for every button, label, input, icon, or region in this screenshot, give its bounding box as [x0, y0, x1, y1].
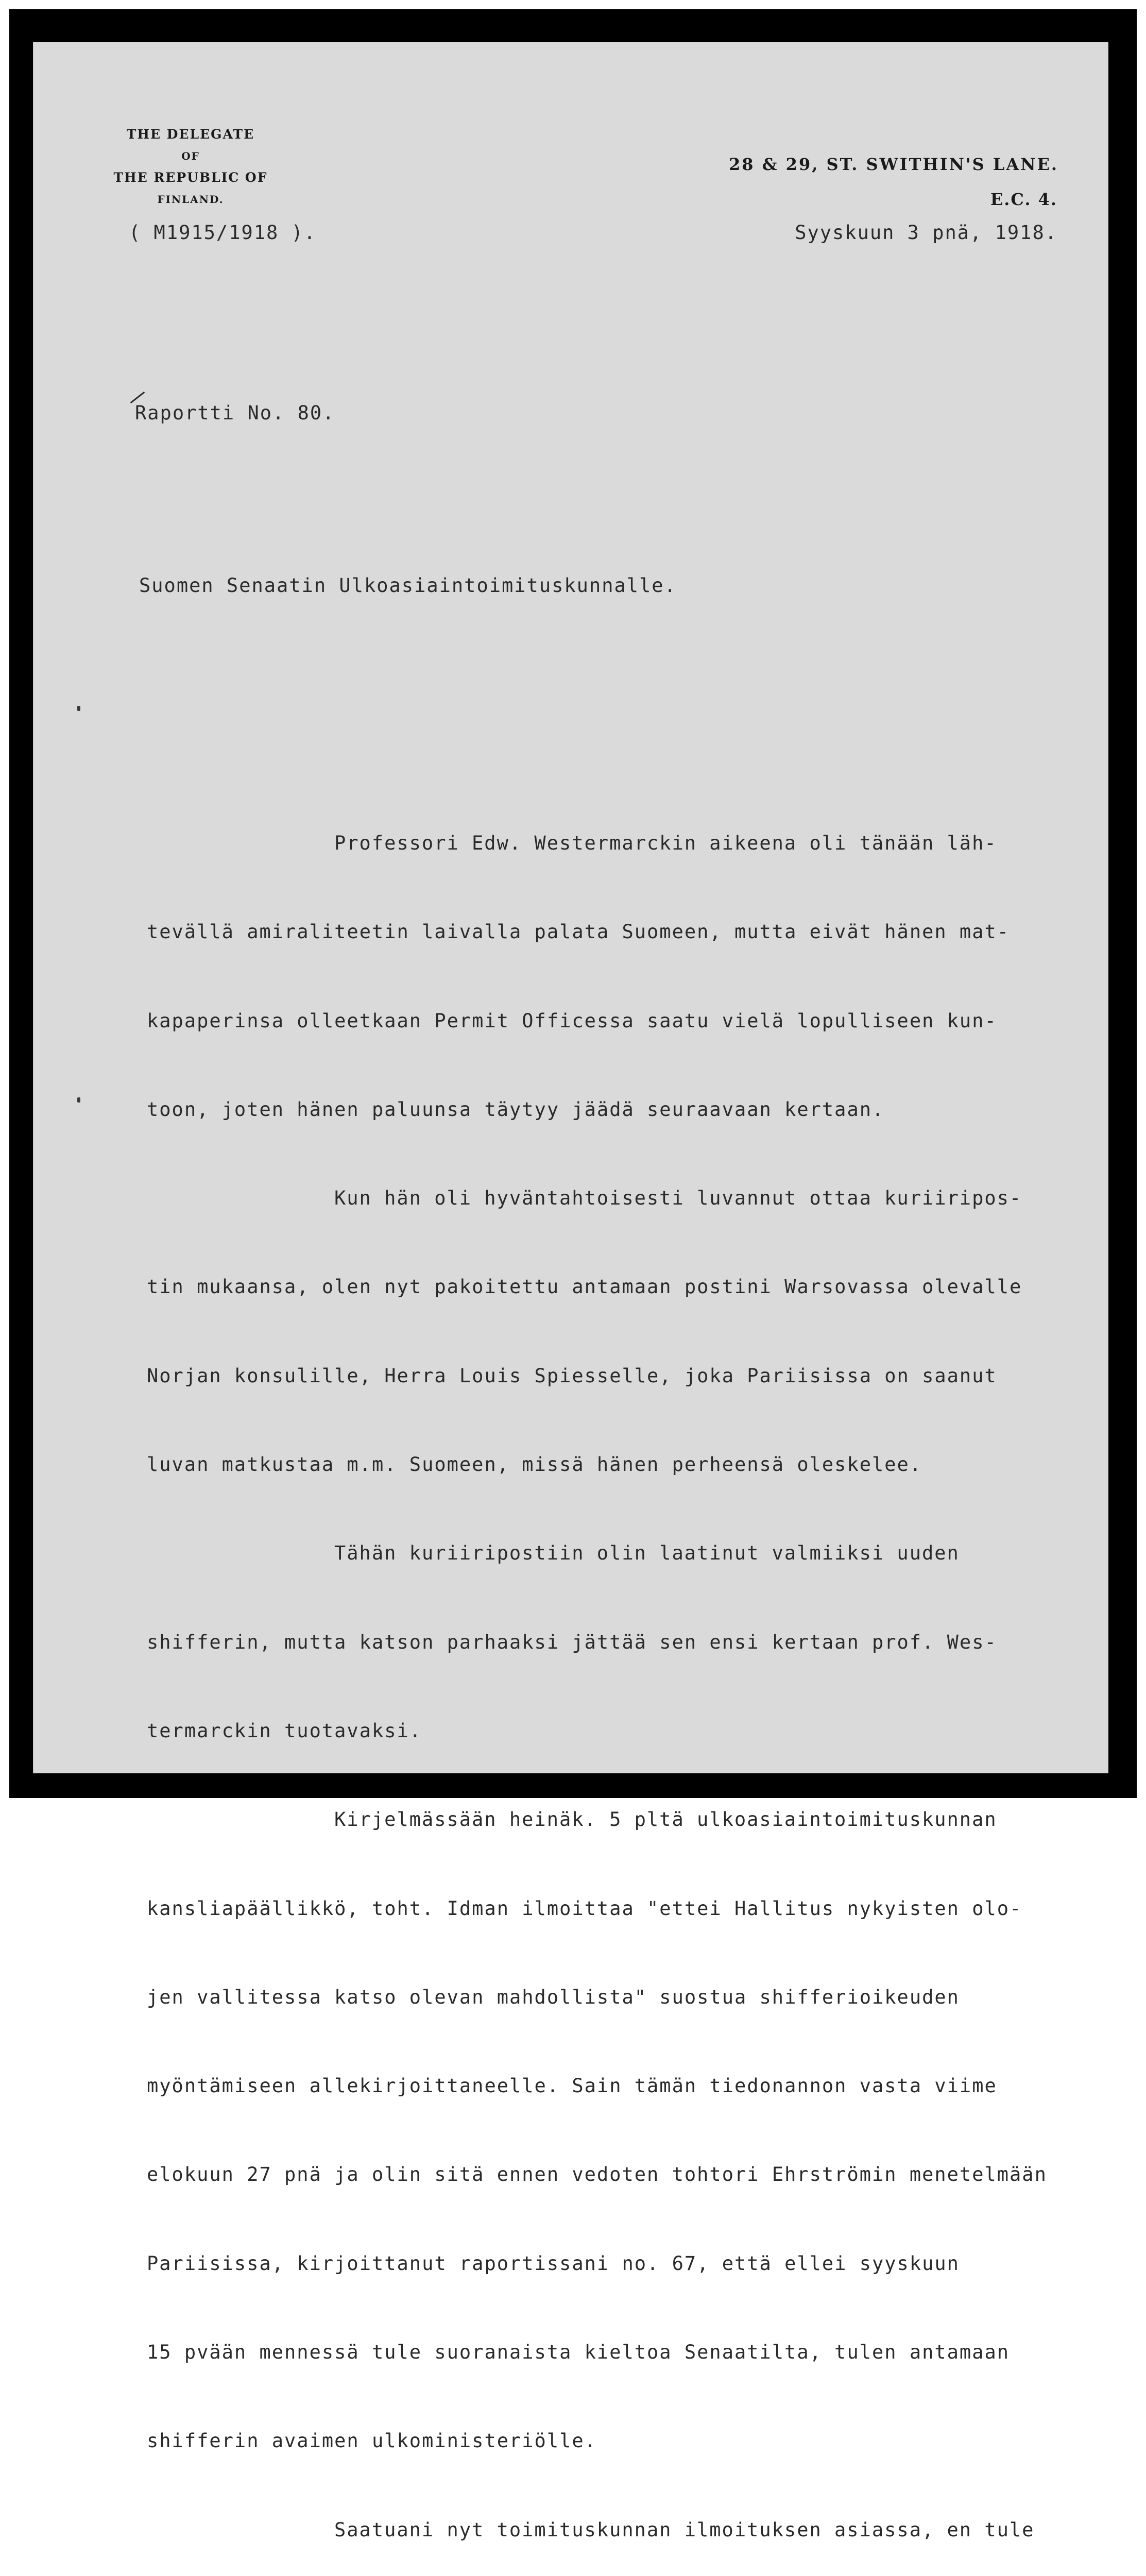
body-line: Kirjelmässään heinäk. 5 pltä ulkoasiaintoimituskunnan	[334, 1808, 997, 1831]
body-line: myöntämiseen allekirjoittaneelle. Sain tämän tiedonannon vasta viime	[147, 2075, 997, 2097]
letter-date: Syyskuun 3 pnä, 1918.	[795, 222, 1057, 244]
body-line: tin mukaansa, olen nyt pakoitettu antamaan postini Warsovassa olevalle	[147, 1276, 1022, 1298]
scan-speck	[77, 1097, 80, 1103]
body-line: kansliapäällikkö, toht. Idman ilmoittaa "ettei Hallitus nykyisten olo-	[147, 1897, 1022, 1920]
street-address: 28 & 29, ST. SWITHIN'S LANE.	[728, 155, 1058, 174]
body-line: jen vallitessa katso olevan mahdollista" suostua shifferioikeuden	[147, 1986, 960, 2008]
scan-speck	[77, 706, 80, 711]
body-line: Professori Edw. Westermarckin aikeena oli tänään läh-	[334, 832, 997, 854]
body-line: Norjan konsulille, Herra Louis Spiesselle, joka Pariisissa on saanut	[147, 1364, 997, 1387]
letterhead	[82, 124, 299, 210]
letterhead-line-finland: FINLAND.	[157, 193, 224, 206]
body-line: tevällä amiraliteetin laivalla palata Suomeen, mutta eivät hänen mat-	[147, 921, 1010, 943]
letterhead-line-republic: THE REPUBLIC OF	[113, 170, 268, 185]
body-line: shifferin, mutta katson parhaaksi jättää sen ensi kertaan prof. Wes-	[147, 1631, 997, 1653]
body-line: 15 pvään mennessä tule suoranaista kieltoa Senaatilta, tulen antamaan	[147, 2341, 1010, 2364]
body-line: termarckin tuotavaksi.	[147, 1719, 422, 1742]
addressee: Suomen Senaatin Ulkoasiaintoimituskunnalle.	[139, 574, 677, 597]
letter-body	[147, 777, 1084, 2576]
body-line: shifferin avaimen ulkoministeriölle.	[147, 2430, 597, 2452]
body-line: Tähän kuriiripostiin olin laatinut valmiiksi uuden	[334, 1542, 960, 1565]
body-line: toon, joten hänen paluunsa täytyy jäädä seuraavaan kertaan.	[147, 1098, 885, 1121]
body-line: Saatuani nyt toimituskunnan ilmoituksen asiassa, en tule	[334, 2518, 1035, 2541]
body-line: Kun hän oli hyväntahtoisesti luvannut ottaa kuriiripos-	[334, 1187, 1022, 1210]
body-line: luvan matkustaa m.m. Suomeen, missä hänen perheensä oleskelee.	[147, 1453, 922, 1476]
letterhead-line-delegate: THE DELEGATE	[126, 127, 255, 142]
body-line: Pariisissa, kirjoittanut raportissani no. 67, että ellei syyskuun	[147, 2252, 960, 2275]
report-title: Raportti No. 80.	[135, 402, 335, 424]
reference-number: ( M1915/1918 ).	[129, 222, 317, 244]
letterhead-line-of: OF	[181, 150, 200, 162]
postal-district: E.C. 4.	[990, 190, 1057, 209]
body-line: kapaperinsa olleetkaan Permit Officessa saatu vielä lopulliseen kun-	[147, 1009, 997, 1032]
body-line: elokuun 27 pnä ja olin sitä ennen vedoten tohtori Ehrströmin menetelmään	[147, 2163, 1047, 2186]
